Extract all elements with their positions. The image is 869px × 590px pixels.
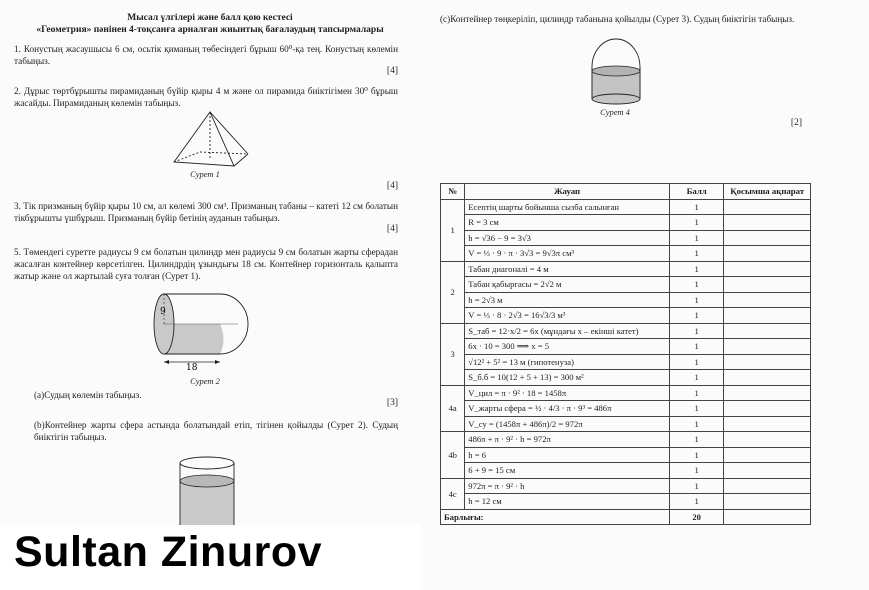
answer-cell: h = 6 <box>465 447 670 463</box>
answer-cell: 6 + 9 = 15 см <box>465 463 670 479</box>
points-cell: 1 <box>669 230 724 246</box>
container-figure-vertical <box>172 455 242 530</box>
extra-cell <box>724 478 811 494</box>
table-row <box>441 246 811 262</box>
answer-cell: S_б.б = 10(12 + 5 + 13) = 300 м² <box>465 370 670 386</box>
task-number-cell: 3 <box>441 323 465 385</box>
extra-cell <box>724 416 811 432</box>
label-radius-9: 9 <box>160 307 166 317</box>
points-cell: 1 <box>669 370 724 386</box>
answer-cell: V_жарты сфера = ½ · 4/3 · π · 9³ = 486π <box>465 401 670 417</box>
author-signature: Sultan Zinurov <box>14 528 322 576</box>
extra-cell <box>724 308 811 324</box>
task-3-text: 3. Тік призманың бүйір қыры 10 см, ал көлемі 300 см³. Призманың табаны – катеті 12 см болатын тікбұрышты үшбұрыш. Призманың бүйір бетінің ауданын табыңыз. <box>14 201 398 223</box>
table-row <box>441 199 811 215</box>
figure-1-caption: Сурет 1 <box>190 169 220 179</box>
answer-cell: 486π + π · 9² · h = 972π <box>465 432 670 448</box>
answer-cell: Табан қабырғасы = 2√2 м <box>465 277 670 293</box>
extra-cell <box>724 199 811 215</box>
answer-cell: h = 2√3 м <box>465 292 670 308</box>
table-row <box>441 215 811 231</box>
task-number-cell: 4b <box>441 432 465 479</box>
extra-cell <box>724 432 811 448</box>
header-title: Мысал үлгілері және балл қою кестесі <box>127 13 293 23</box>
extra-cell <box>724 323 811 339</box>
task-number-cell: 1 <box>441 199 465 261</box>
extra-cell <box>724 292 811 308</box>
col-header-points: Балл <box>669 184 724 200</box>
task-1-text: 1. Конустың жасаушысы 6 см, осьтік қиманың төбесіндегі бұрыш 60⁰-қа тең. Конустың көлемін табыңыз. <box>14 44 398 66</box>
header-subtitle: «Геометрия» пәнінен 4-тоқсанға арналған жиынтық бағалаудың тапсырмалары <box>36 25 384 35</box>
extra-cell <box>724 447 811 463</box>
table-row <box>441 261 811 277</box>
figure-2-caption: Сурет 2 <box>190 376 220 386</box>
task-5a-mark: [3] <box>386 398 398 408</box>
total-label: Барлығы: <box>441 509 670 525</box>
points-cell: 1 <box>669 323 724 339</box>
points-cell: 1 <box>669 261 724 277</box>
points-cell: 1 <box>669 385 724 401</box>
points-cell: 1 <box>669 354 724 370</box>
table-row <box>441 494 811 510</box>
extra-cell <box>724 385 811 401</box>
points-cell: 1 <box>669 308 724 324</box>
task-number-cell: 4c <box>441 478 465 509</box>
col-header-extra: Қосымша ақпарат <box>724 184 811 200</box>
table-row <box>441 323 811 339</box>
table-row <box>441 447 811 463</box>
col-header-number: № <box>441 184 465 200</box>
task-1-mark: [4] <box>386 66 398 76</box>
points-cell: 1 <box>669 246 724 262</box>
pyramid-figure <box>170 110 250 168</box>
answer-cell: R = 3 см <box>465 215 670 231</box>
table-row <box>441 308 811 324</box>
extra-cell <box>724 370 811 386</box>
extra-cell <box>724 277 811 293</box>
task-number-cell: 4a <box>441 385 465 432</box>
table-row <box>441 370 811 386</box>
table-header-row <box>441 184 811 200</box>
answer-cell: V = ⅓ · 8 · 2√3 = 16√3/3 м³ <box>465 308 670 324</box>
points-cell: 1 <box>669 447 724 463</box>
table-row <box>441 277 811 293</box>
task-5c-text: (c)Контейнер төңкеріліп, цилиндр табанына қойылды (Сурет 3). Судың биіктігін табыңыз. <box>440 14 795 24</box>
points-cell: 1 <box>669 292 724 308</box>
extra-cell <box>724 246 811 262</box>
extra-cell <box>724 509 811 525</box>
col-header-answer: Жауап <box>465 184 670 200</box>
task-5c-mark: [2] <box>790 118 802 128</box>
table-row <box>441 416 811 432</box>
label-length-18: 18 <box>186 363 198 372</box>
points-cell: 1 <box>669 401 724 417</box>
table-total-row <box>441 509 811 525</box>
answer-cell: V_су = (1458π + 486π)/2 = 972π <box>465 416 670 432</box>
extra-cell <box>724 354 811 370</box>
answer-cell: V = ⅓ · 9 · π · 3√3 = 9√3π см³ <box>465 246 670 262</box>
task-5-text: 5. Төмендегі суретте радиусы 9 см болатын цилиндр мен радиусы 9 см болатын жарты сферадан жасалған контейнер көрсетілген. Цилиндрдің ұзындығы 18 см. Контейнер горизонталь қалыпта жатыр және ол жартылай суға толған (Сурет 1). <box>14 247 398 281</box>
answer-cell: Табан диагоналі = 4 м <box>465 261 670 277</box>
figure-4-caption: Сурет 4 <box>600 107 630 117</box>
task-3-mark: [4] <box>386 224 398 234</box>
table-row <box>441 401 811 417</box>
table-row <box>441 339 811 355</box>
table-row <box>441 292 811 308</box>
container-figure-horizontal <box>148 290 260 372</box>
table-row <box>441 432 811 448</box>
answer-cell: √12² + 5² = 13 м (гипотенуза) <box>465 354 670 370</box>
task-2-text: 2. Дұрыс төртбұрышты пирамиданың бүйір қыры 4 м және ол пирамида биіктігімен 30⁰ бұрыш жасайды. Пирамиданың көлемін табыңыз. <box>14 86 398 108</box>
extra-cell <box>724 339 811 355</box>
points-cell: 1 <box>669 463 724 479</box>
answer-cell: V_цил = π · 9² · 18 = 1458π <box>465 385 670 401</box>
points-cell: 1 <box>669 339 724 355</box>
total-value: 20 <box>669 509 724 525</box>
extra-cell <box>724 261 811 277</box>
answer-cell: 972π = π · 9² · h <box>465 478 670 494</box>
extra-cell <box>724 401 811 417</box>
points-cell: 1 <box>669 478 724 494</box>
points-cell: 1 <box>669 494 724 510</box>
points-cell: 1 <box>669 416 724 432</box>
task-number-cell: 2 <box>441 261 465 323</box>
points-cell: 1 <box>669 215 724 231</box>
table-row <box>441 230 811 246</box>
answer-cell: h = √36 − 9 = 3√3 <box>465 230 670 246</box>
task-5b-text: (b)Контейнер жарты сфера астында болатындай етіп, тігінен қойылды (Сурет 2). Судың биіктігін табыңыз. <box>34 420 398 442</box>
extra-cell <box>724 215 811 231</box>
task-5a-text: (a)Судың көлемін табыңыз. <box>34 390 142 400</box>
answer-cell: S_таб = 12·x/2 = 6x (мұндағы x – екінші катет) <box>465 323 670 339</box>
task-2-mark: [4] <box>386 181 398 191</box>
table-row <box>441 385 811 401</box>
answer-cell: 6x · 10 = 300 ⟹ x = 5 <box>465 339 670 355</box>
answer-cell: Есептің шарты бойынша сызба салынған <box>465 199 670 215</box>
table-row <box>441 478 811 494</box>
container-figure-inverted <box>588 37 644 105</box>
table-row <box>441 354 811 370</box>
points-cell: 1 <box>669 277 724 293</box>
table-row <box>441 463 811 479</box>
marking-table <box>440 183 811 525</box>
extra-cell <box>724 230 811 246</box>
extra-cell <box>724 463 811 479</box>
answer-cell: h = 12 см <box>465 494 670 510</box>
extra-cell <box>724 494 811 510</box>
points-cell: 1 <box>669 199 724 215</box>
points-cell: 1 <box>669 432 724 448</box>
